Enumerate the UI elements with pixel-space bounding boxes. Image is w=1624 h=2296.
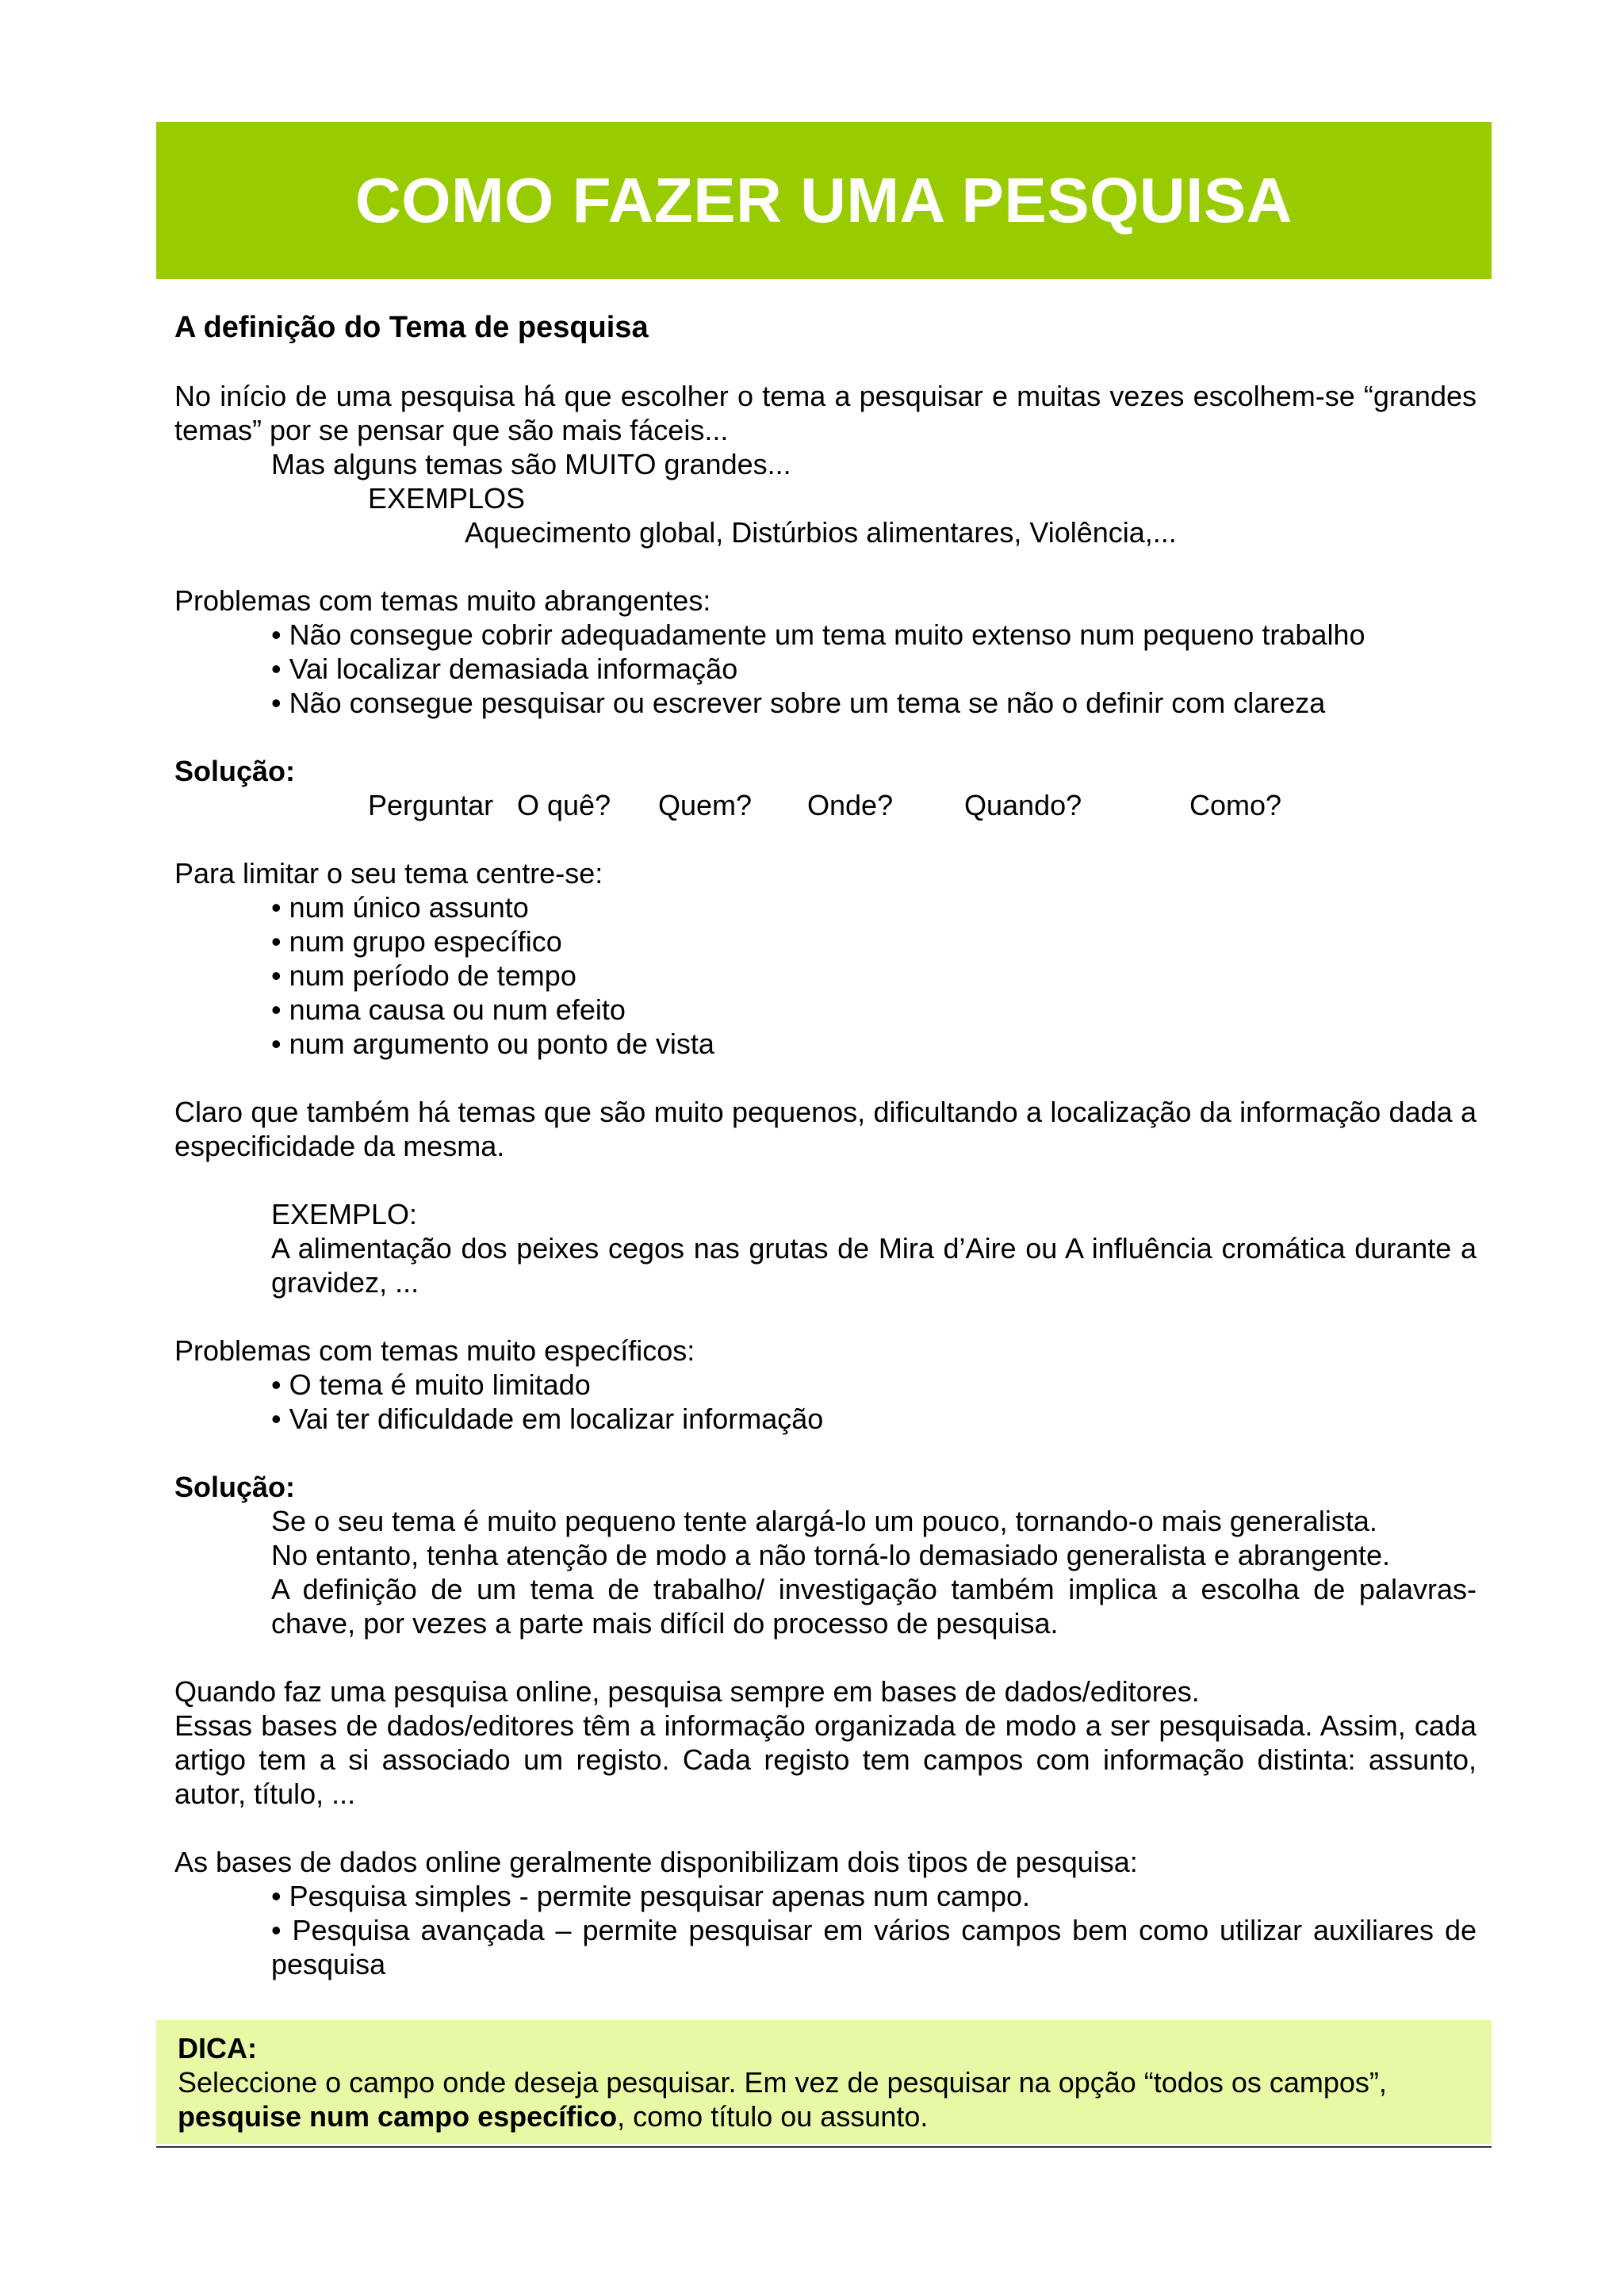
examples-label: EXEMPLOS bbox=[368, 482, 526, 515]
specific-problem-item: • O tema é muito limitado bbox=[271, 1368, 591, 1401]
limit-title: Para limitar o seu tema centre-se: bbox=[174, 857, 603, 890]
small-topics-paragraph: Claro que também há temas que são muito pequenos, dificultando a localização da informação dada a especificidade da mesma. bbox=[174, 1096, 1477, 1162]
specific-problem-item: • Vai ter dificuldade em localizar informação bbox=[271, 1402, 824, 1435]
broad-problem-item: • Não consegue cobrir adequadamente um tema muito extenso num pequeno trabalho bbox=[271, 618, 1365, 651]
question-when: Quando? bbox=[964, 789, 1082, 821]
limit-item: • num período de tempo bbox=[271, 959, 576, 992]
search-type-item: • Pesquisa simples - permite pesquisar apenas num campo. bbox=[271, 1880, 1031, 1912]
limit-item: • numa causa ou num efeito bbox=[271, 993, 626, 1026]
example-label: EXEMPLO: bbox=[271, 1198, 418, 1230]
question-who: Quem? bbox=[658, 789, 753, 821]
limit-item: • num grupo específico bbox=[271, 925, 562, 958]
specific-problems-title: Problemas com temas muito específicos: bbox=[174, 1334, 695, 1367]
broad-problems-title: Problemas com temas muito abrangentes: bbox=[174, 584, 711, 617]
search-type-item: • Pesquisa avançada – permite pesquisar em vários campos bem como utilizar auxiliares de pesquisa bbox=[271, 1914, 1477, 1980]
big-topics-line: Mas alguns temas são MUITO grandes... bbox=[271, 448, 791, 480]
solution-line: No entanto, tenha atenção de modo a não torná-lo demasiado generalista e abrangente. bbox=[271, 1539, 1391, 1571]
online-paragraph: Essas bases de dados/editores têm a informação organizada de modo a ser pesquisada. Assim, cada artigo tem a si associado um registo. Cada registo tem campos com informação distinta: assunto, autor, título, ... bbox=[174, 1709, 1477, 1810]
questions-line bbox=[174, 788, 1477, 822]
section-title: A definição do Tema de pesquisa bbox=[174, 311, 649, 344]
limit-item: • num argumento ou ponto de vista bbox=[271, 1027, 714, 1060]
examples-text: Aquecimento global, Distúrbios alimentares, Violência,... bbox=[465, 516, 1177, 549]
solution-line: A definição de um tema de trabalho/ investigação também implica a escolha de palavras-chave, por vezes a parte mais difícil do processo de pesquisa. bbox=[271, 1573, 1477, 1640]
ask-label: Perguntar bbox=[368, 789, 494, 821]
online-line: Quando faz uma pesquisa online, pesquisa sempre em bases de dados/editores. bbox=[174, 1675, 1200, 1708]
broad-problem-item: • Não consegue pesquisar ou escrever sobre um tema se não o definir com clareza bbox=[271, 687, 1326, 719]
example-text: A alimentação dos peixes cegos nas grutas de Mira d’Aire ou A influência cromática durante a gravidez, ... bbox=[271, 1232, 1477, 1299]
tip-label: DICA: bbox=[178, 2032, 257, 2064]
document-body bbox=[174, 311, 1477, 1981]
tip-rest-text: , como título ou assunto. bbox=[617, 2100, 929, 2133]
search-types-title: As bases de dados online geralmente disponibilizam dois tipos de pesquisa: bbox=[174, 1846, 1138, 1878]
tip-bold-text: pesquise num campo específico bbox=[178, 2100, 618, 2133]
solution-label: Solução: bbox=[174, 1471, 296, 1503]
question-how: Como? bbox=[1189, 789, 1282, 821]
tip-line-1: Seleccione o campo onde deseja pesquisar. Em vez de pesquisar na opção “todos os campos”, bbox=[178, 2066, 1387, 2099]
intro-paragraph: No início de uma pesquisa há que escolher o tema a pesquisar e muitas vezes escolhem-se “grandes temas” por se pensar que são mais fáceis... bbox=[174, 380, 1477, 446]
solution-line: Se o seu tema é muito pequeno tente alargá-lo um pouco, tornando-o mais generalista. bbox=[271, 1505, 1377, 1537]
bottom-divider bbox=[156, 2146, 1492, 2148]
question-what: O quê? bbox=[517, 789, 611, 821]
tip-box bbox=[156, 2020, 1492, 2144]
solution-label: Solução: bbox=[174, 755, 296, 787]
page-title: COMO FAZER UMA PESQUISA bbox=[355, 165, 1293, 235]
tip-line-2 bbox=[178, 2099, 1472, 2133]
title-banner bbox=[156, 122, 1492, 279]
broad-problem-item: • Vai localizar demasiada informação bbox=[271, 652, 738, 685]
question-where: Onde? bbox=[807, 789, 894, 821]
limit-item: • num único assunto bbox=[271, 891, 529, 924]
